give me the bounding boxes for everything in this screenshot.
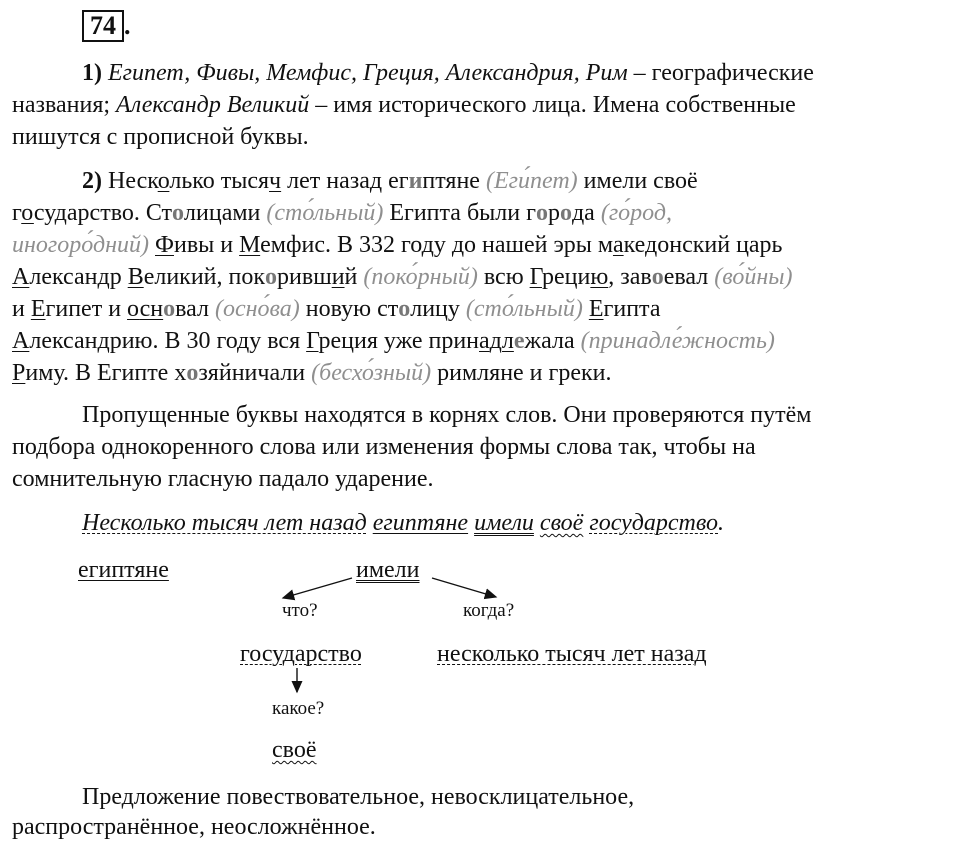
- p2-letter: Г: [529, 264, 542, 290]
- p2-text: лицу: [410, 296, 466, 322]
- arrow-to-adverbial: [432, 578, 496, 597]
- p2-text: сударство. Ст: [33, 200, 173, 226]
- p1-text: – имя исторического лица. Имена собственные: [309, 92, 796, 118]
- p1-person-name: Александр Великий: [116, 92, 310, 118]
- p2-check-word: (принадле́жность): [580, 328, 775, 354]
- sentence-attribute: своё: [539, 510, 584, 536]
- arrow-to-object: [283, 578, 352, 598]
- p2-text: , зав: [608, 264, 652, 290]
- p1-geo-names: Египет, Фивы, Мемфис, Греция, Александрия, Рим: [108, 60, 628, 86]
- p2-text: й: [344, 264, 364, 290]
- p2-letter: ю: [590, 264, 609, 290]
- diagram-question-which: какое?: [272, 698, 325, 719]
- p3-text: Пропущенные буквы находятся в корнях слов. Они проверяются путём: [82, 402, 812, 428]
- p2-label: 2): [82, 168, 102, 194]
- sentence-predicate: имели: [474, 510, 534, 536]
- p1-text: пишутся с прописной буквы.: [12, 124, 309, 150]
- p2-check-word: (сто́льный): [266, 200, 384, 226]
- p2-text: Неск: [102, 168, 158, 194]
- p2-check-word: (во́йны): [714, 264, 793, 290]
- p2-letter: е: [513, 328, 525, 354]
- p2-text: лександр: [29, 264, 128, 290]
- p2-text: лександрию. В 30 году вся: [29, 328, 307, 354]
- p2-text: зяйничали: [198, 360, 312, 386]
- p2-letter: М: [239, 232, 261, 258]
- p2-letter: о: [127, 296, 140, 322]
- diagram-subject: египтяне: [78, 557, 169, 583]
- p2-text: реци: [542, 264, 591, 290]
- p2-text: дл: [489, 328, 514, 354]
- p2-text: Египта были г: [383, 200, 536, 226]
- p2-text: ивы и: [173, 232, 240, 258]
- p2-letter: ч: [269, 168, 282, 194]
- p2-check-word: (бесхо́зный): [311, 360, 432, 386]
- p2-check-word: иногоро́дний): [12, 232, 149, 258]
- sentence-subject: египтяне: [372, 510, 469, 536]
- diagram-object: государство: [240, 641, 362, 667]
- p2-text: лицами: [184, 200, 267, 226]
- p2-letter: о: [21, 200, 34, 226]
- p2-text: и: [12, 296, 31, 322]
- p2-letter: о: [265, 264, 278, 290]
- sentence-period: .: [718, 510, 724, 536]
- task-number-box: 74: [82, 10, 124, 42]
- p2-text: да: [571, 200, 601, 226]
- conclusion-line1: [82, 782, 634, 812]
- diagram-question-what: что?: [282, 600, 318, 621]
- p2-text: евал: [663, 264, 715, 290]
- p3-text: сомнительную гласную падало ударение.: [12, 466, 434, 492]
- p2-text: емфис. В 332 году до нашей эры м: [260, 232, 613, 258]
- p2-text: реция уже прин: [318, 328, 480, 354]
- diagram-predicate: имели: [356, 557, 420, 583]
- p2-check-word: (сто́льный): [465, 296, 583, 322]
- p2-letter: Г: [306, 328, 319, 354]
- p2-letter: о: [186, 360, 199, 386]
- p2-text: новую ст: [299, 296, 399, 322]
- diagram-question-when: когда?: [463, 600, 515, 621]
- p2-text: сн: [139, 296, 164, 322]
- p1-text: названия;: [12, 92, 117, 118]
- p2-text: еликий, пок: [143, 264, 266, 290]
- p2-check-word: и́: [517, 168, 530, 194]
- p2-text: г: [12, 200, 22, 226]
- p2-letter: Ф: [155, 232, 174, 258]
- p2-check-word: пет): [529, 168, 578, 194]
- p2-letter: Е: [30, 296, 46, 322]
- p2-letter: о: [651, 264, 664, 290]
- diagram-adverbial: несколько тысяч лет назад: [437, 641, 707, 667]
- p2-text: римляне и греки.: [431, 360, 612, 386]
- p2-text: вал: [175, 296, 215, 322]
- p2-check-word: (поко́рный): [363, 264, 478, 290]
- p2-letter: Е: [588, 296, 604, 322]
- p2-text: имели своё: [577, 168, 698, 194]
- p1-text: – географические: [627, 60, 814, 86]
- p2-letter: В: [127, 264, 144, 290]
- p2-text: кедонский царь: [623, 232, 783, 258]
- conclusion-line2: [12, 812, 376, 842]
- p1-label: 1): [82, 60, 102, 86]
- sentence-object: государство: [589, 510, 718, 536]
- p2-check-word: (Ег: [485, 168, 518, 194]
- p2-text: всю: [477, 264, 530, 290]
- conclusion-text: распространённое, неосложнённое.: [12, 814, 376, 840]
- p2-text: гипет и: [45, 296, 128, 322]
- conclusion-text: Предложение повествовательное, невосклицательное,: [82, 784, 635, 810]
- p2-letter: о: [535, 200, 548, 226]
- p2-letter: о: [172, 200, 185, 226]
- p2-letter: и: [408, 168, 423, 194]
- p2-letter: Р: [12, 360, 26, 386]
- p2-text: птяне: [422, 168, 486, 194]
- p2-letter: о: [559, 200, 572, 226]
- p2-text: р: [547, 200, 560, 226]
- p2-letter: а: [479, 328, 490, 354]
- p2-check-word: (осно́ва): [215, 296, 300, 322]
- p2-text: гипта: [603, 296, 661, 322]
- p2-letter: а: [612, 232, 624, 258]
- diagram-attribute: своё: [272, 737, 317, 763]
- p2-text: лько тыся: [169, 168, 270, 194]
- p2-text: ривш: [277, 264, 332, 290]
- sentence-adverbial: Несколько тысяч лет назад: [82, 510, 367, 536]
- p2-text: лет назад ег: [281, 168, 409, 194]
- p2-check-word: (го́род,: [600, 200, 673, 226]
- task-number-dot: .: [124, 11, 131, 40]
- p2-letter: о: [163, 296, 176, 322]
- p2-letter: А: [12, 264, 30, 290]
- p2-letter: и: [331, 264, 345, 290]
- p2-letter: о: [157, 168, 170, 194]
- p3-text: подбора однокоренного слова или изменения формы слова так, чтобы на: [12, 434, 756, 460]
- p2-text: иму. В Египте х: [25, 360, 187, 386]
- p2-letter: А: [12, 328, 30, 354]
- p2-text: жала: [524, 328, 581, 354]
- p2-letter: о: [398, 296, 411, 322]
